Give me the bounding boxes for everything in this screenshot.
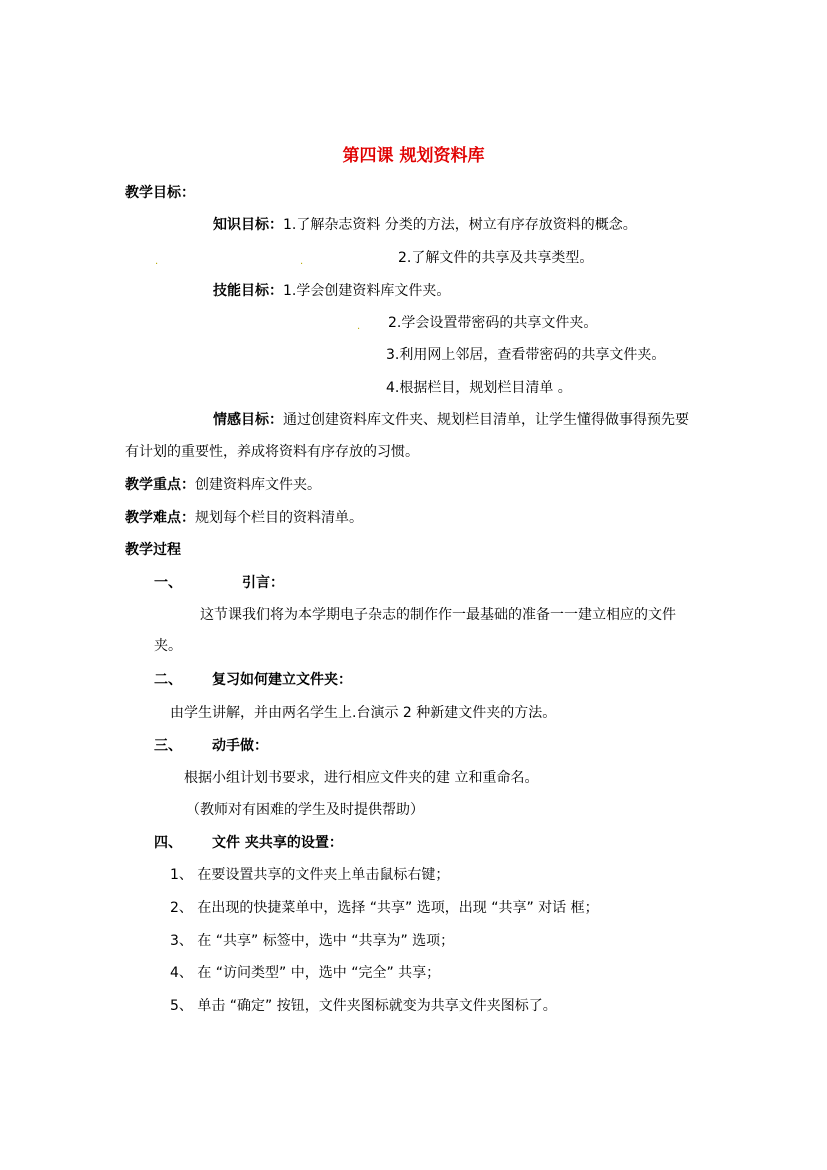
key-point-label: 教学重点：: [125, 477, 195, 493]
skill-goal-label: 技能目标：: [213, 283, 283, 299]
section-2-heading: 复习如何建立文件夹：: [212, 672, 352, 688]
section-1-text-line2: 夹。: [154, 638, 182, 654]
section-1-heading: 引言：: [242, 575, 284, 591]
difficulty-label: 教学难点：: [125, 510, 195, 526]
section-4-step-3: 3、 在 “共享” 标签中，选中 “共享为” 选项；: [170, 933, 455, 949]
section-4-heading: 文件 夹共享的设置：: [212, 835, 343, 851]
section-4-step-1: 1、 在要设置共享的文件夹上单击鼠标右键；: [170, 867, 450, 883]
section-3-number: 三、: [154, 738, 182, 754]
section-1-text-line1: 这节课我们将为本学期电子杂志的制作作一最基础的准备一一建立相应的文件: [200, 607, 676, 623]
section-2-number: 二、: [154, 672, 182, 688]
skill-goal-item1: 1.学会创建资料库文件夹。: [283, 283, 451, 299]
section-2-text: 由学生讲解，并由两名学生上.台演示 2 种新建文件夹的方法。: [170, 705, 557, 721]
stray-mark: .: [300, 256, 304, 267]
skill-goal-item2: 2.学会设置带密码的共享文件夹。: [388, 315, 598, 331]
emotion-goal-label: 情感目标：: [213, 412, 283, 428]
knowledge-goal-line1: [213, 215, 637, 235]
stray-mark: .: [155, 256, 159, 267]
knowledge-goal-item2: 2.了解文件的共享及共享类型。: [398, 250, 594, 266]
document-title: 第四课 规划资料库: [342, 146, 485, 166]
section-4-step-5: 5、 单击 “确定” 按钮，文件夹图标就变为共享文件夹图标了。: [170, 998, 557, 1014]
section-3-text-line1: 根据小组计划书要求，进行相应文件夹的建 立和重命名。: [184, 770, 539, 786]
key-point-text: 创建资料库文件夹。: [195, 477, 321, 493]
skill-goal-line1: [213, 281, 450, 301]
section-4-step-2: 2、 在出现的快捷菜单中，选择 “共享” 选项，出现 “共享” 对话 框；: [170, 900, 599, 916]
key-point: [125, 475, 321, 495]
emotion-goal-text: 通过创建资料库文件夹、规划栏目清单，让学生懂得做事得预先要: [283, 412, 689, 428]
section-3-text-line2: （教师对有困难的学生及时提供帮助）: [186, 802, 424, 818]
difficulty: [125, 508, 363, 528]
knowledge-goal-item1: 1.了解杂志资料 分类的方法，树立有序存放资料的概念。: [283, 217, 637, 233]
difficulty-text: 规划每个栏目的资料清单。: [195, 510, 363, 526]
process-heading: 教学过程: [125, 542, 181, 558]
section-4-step-4: 4、 在 “访问类型” 中，选中 “完全” 共享；: [170, 965, 441, 981]
stray-mark: .: [357, 321, 361, 332]
section-4-number: 四、: [154, 835, 182, 851]
teaching-goals-heading: 教学目标：: [125, 185, 195, 201]
skill-goal-item4: 4.根据栏目，规划栏目清单 。: [386, 380, 572, 396]
section-1-number: 一、: [154, 575, 182, 591]
skill-goal-item3: 3.利用网上邻居，查看带密码的共享文件夹。: [386, 347, 666, 363]
section-3-heading: 动手做：: [212, 738, 268, 754]
knowledge-goal-label: 知识目标：: [213, 217, 283, 233]
emotion-goal-line1: [213, 410, 689, 430]
emotion-goal-line2: 有计划的重要性，养成将资料有序存放的习惯。: [125, 444, 419, 460]
